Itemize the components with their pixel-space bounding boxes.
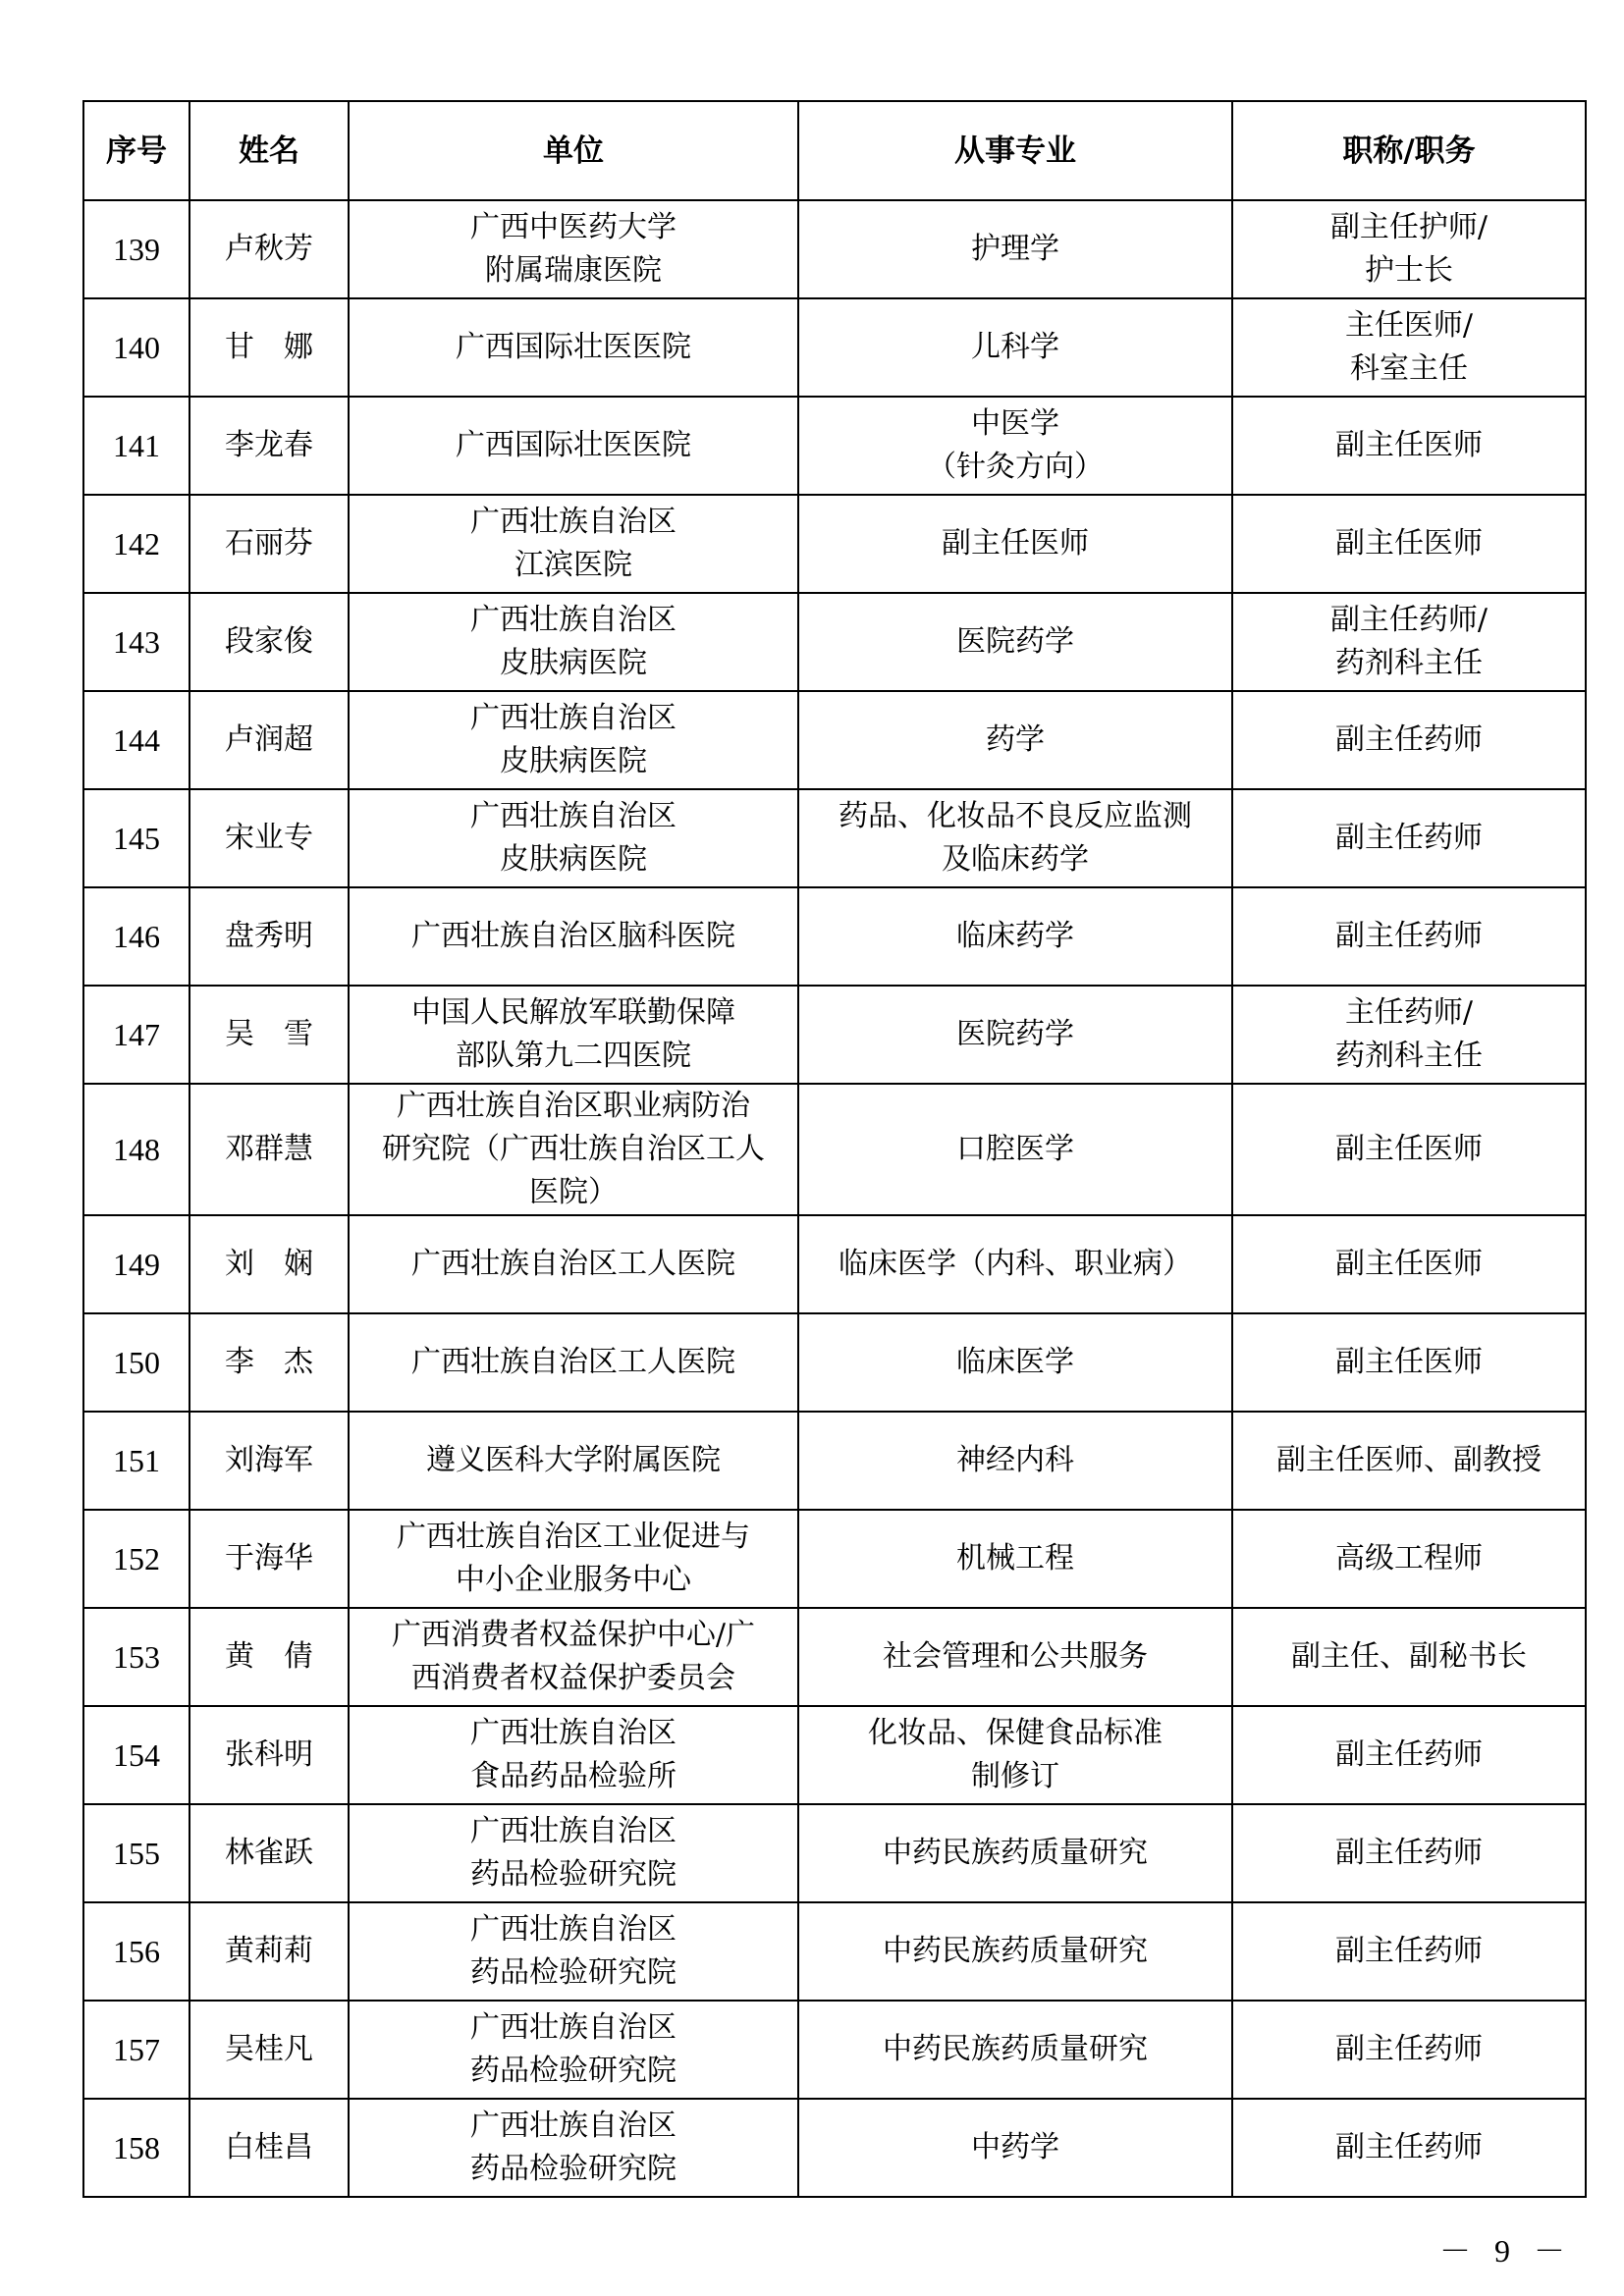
cell-seq-text: 146 bbox=[113, 919, 160, 954]
cell-major-line: 临床医学 bbox=[956, 1345, 1074, 1379]
cell-seq bbox=[83, 397, 189, 495]
cell-unit-line: 皮肤病医院 bbox=[500, 842, 647, 877]
header-name: 姓名 bbox=[189, 101, 349, 200]
table-row bbox=[83, 298, 1586, 397]
cell-title bbox=[1232, 593, 1586, 691]
cell-seq-text: 139 bbox=[113, 232, 160, 267]
cell-major-line: 社会管理和公共服务 bbox=[883, 1639, 1148, 1674]
cell-unit-line: 研究院（广西壮族自治区工人 bbox=[382, 1132, 765, 1166]
cell-unit-line: 广西壮族自治区 bbox=[470, 1716, 677, 1750]
cell-seq bbox=[83, 298, 189, 397]
cell-major-line: 及临床药学 bbox=[942, 842, 1089, 877]
cell-unit bbox=[349, 1902, 798, 2001]
cell-major-line: 中医学 bbox=[971, 406, 1059, 441]
cell-major bbox=[798, 789, 1232, 887]
cell-name bbox=[189, 1412, 349, 1510]
cell-major-line: 药学 bbox=[986, 722, 1045, 757]
cell-name bbox=[189, 1215, 349, 1313]
cell-major-line: 中药学 bbox=[971, 2130, 1059, 2164]
cell-seq-text: 144 bbox=[113, 722, 160, 758]
cell-seq-text: 155 bbox=[113, 1836, 160, 1871]
cell-unit-line: 药品检验研究院 bbox=[470, 2054, 677, 2088]
cell-unit-line: 广西壮族自治区 bbox=[470, 2010, 677, 2045]
cell-unit-line: 广西国际壮医医院 bbox=[456, 330, 691, 364]
cell-unit-line: 广西壮族自治区 bbox=[470, 1912, 677, 1947]
cell-seq bbox=[83, 1608, 189, 1706]
cell-unit bbox=[349, 691, 798, 789]
cell-unit bbox=[349, 1215, 798, 1313]
cell-title-line: 副主任药师 bbox=[1335, 1836, 1483, 1870]
cell-name-text: 石丽芬 bbox=[225, 526, 313, 561]
cell-name bbox=[189, 397, 349, 495]
cell-major-line: 医院药学 bbox=[956, 624, 1074, 659]
cell-unit-line: 中国人民解放军联勤保障 bbox=[411, 995, 735, 1030]
cell-unit bbox=[349, 593, 798, 691]
cell-name-text: 盘秀明 bbox=[225, 919, 313, 953]
cell-title-line: 副主任药师 bbox=[1335, 1737, 1483, 1772]
cell-major-line: 副主任医师 bbox=[942, 526, 1089, 561]
cell-unit-line: 附属瑞康医院 bbox=[485, 253, 662, 288]
cell-name-text: 吴桂凡 bbox=[225, 2032, 313, 2066]
cell-seq-text: 142 bbox=[113, 526, 160, 561]
cell-title bbox=[1232, 200, 1586, 298]
cell-major bbox=[798, 298, 1232, 397]
cell-unit bbox=[349, 986, 798, 1084]
cell-unit bbox=[349, 1608, 798, 1706]
cell-seq-text: 153 bbox=[113, 1639, 160, 1675]
cell-unit-line: 广西壮族自治区 bbox=[470, 701, 677, 735]
header-unit: 单位 bbox=[349, 101, 798, 200]
cell-major bbox=[798, 1313, 1232, 1412]
cell-unit-line: 皮肤病医院 bbox=[500, 744, 647, 778]
cell-title-line: 副主任医师 bbox=[1335, 1132, 1483, 1166]
cell-name-text: 邓群慧 bbox=[225, 1132, 313, 1166]
cell-name-text: 段家俊 bbox=[225, 624, 313, 659]
cell-title-line: 副主任药师 bbox=[1335, 2032, 1483, 2066]
cell-unit bbox=[349, 1510, 798, 1608]
cell-unit-line: 药品检验研究院 bbox=[470, 2152, 677, 2186]
cell-seq bbox=[83, 1412, 189, 1510]
cell-seq bbox=[83, 986, 189, 1084]
cell-unit bbox=[349, 1313, 798, 1412]
cell-seq-text: 143 bbox=[113, 624, 160, 660]
cell-title bbox=[1232, 986, 1586, 1084]
cell-unit bbox=[349, 2099, 798, 2197]
cell-major bbox=[798, 986, 1232, 1084]
cell-major bbox=[798, 495, 1232, 593]
cell-name-text: 李 杰 bbox=[225, 1345, 313, 1379]
table-row bbox=[83, 593, 1586, 691]
cell-seq bbox=[83, 1706, 189, 1804]
cell-title bbox=[1232, 495, 1586, 593]
cell-major bbox=[798, 593, 1232, 691]
cell-major-line: 中药民族药质量研究 bbox=[883, 1836, 1148, 1870]
table-row bbox=[83, 1706, 1586, 1804]
cell-name bbox=[189, 887, 349, 986]
cell-title-line: 主任医师/ bbox=[1344, 308, 1474, 343]
cell-seq-text: 157 bbox=[113, 2032, 160, 2067]
cell-unit bbox=[349, 200, 798, 298]
cell-seq-text: 152 bbox=[113, 1541, 160, 1576]
cell-major bbox=[798, 397, 1232, 495]
cell-title-line: 副主任医师 bbox=[1335, 526, 1483, 561]
cell-seq bbox=[83, 593, 189, 691]
cell-title bbox=[1232, 789, 1586, 887]
cell-title-line: 药剂科主任 bbox=[1335, 1039, 1483, 1073]
cell-name bbox=[189, 200, 349, 298]
cell-title bbox=[1232, 1608, 1586, 1706]
cell-unit bbox=[349, 789, 798, 887]
cell-name-text: 于海华 bbox=[225, 1541, 313, 1575]
cell-major-line: 化妆品、保健食品标准 bbox=[868, 1716, 1163, 1750]
cell-major bbox=[798, 1084, 1232, 1215]
cell-title-line: 副主任药师 bbox=[1335, 722, 1483, 757]
cell-seq bbox=[83, 789, 189, 887]
cell-name-text: 黄莉莉 bbox=[225, 1934, 313, 1968]
cell-name bbox=[189, 1706, 349, 1804]
cell-major bbox=[798, 887, 1232, 986]
cell-unit-line: 广西壮族自治区 bbox=[470, 2109, 677, 2143]
cell-title-line: 副主任药师 bbox=[1335, 1934, 1483, 1968]
cell-seq-text: 147 bbox=[113, 1017, 160, 1052]
cell-seq bbox=[83, 1804, 189, 1902]
cell-title-line: 副主任护师/ bbox=[1329, 210, 1489, 244]
cell-unit-line: 广西消费者权益保护中心/广 bbox=[391, 1618, 756, 1652]
cell-name bbox=[189, 986, 349, 1084]
cell-name-text: 卢润超 bbox=[225, 722, 313, 757]
cell-title bbox=[1232, 1510, 1586, 1608]
cell-seq bbox=[83, 1510, 189, 1608]
cell-name-text: 李龙春 bbox=[225, 428, 313, 462]
cell-seq-text: 154 bbox=[113, 1737, 160, 1773]
cell-unit-line: 广西壮族自治区工业促进与 bbox=[397, 1520, 750, 1554]
cell-major bbox=[798, 691, 1232, 789]
cell-seq-text: 156 bbox=[113, 1934, 160, 1969]
table-row bbox=[83, 200, 1586, 298]
cell-title bbox=[1232, 1706, 1586, 1804]
cell-unit-line: 广西壮族自治区 bbox=[470, 1814, 677, 1848]
cell-unit-line: 广西壮族自治区 bbox=[470, 799, 677, 833]
cell-seq-text: 148 bbox=[113, 1132, 160, 1167]
cell-seq bbox=[83, 887, 189, 986]
cell-title bbox=[1232, 1215, 1586, 1313]
cell-unit-line: 食品药品检验所 bbox=[470, 1759, 677, 1793]
cell-title-line: 主任药师/ bbox=[1344, 995, 1474, 1030]
cell-unit-line: 广西壮族自治区 bbox=[470, 505, 677, 539]
cell-name bbox=[189, 1608, 349, 1706]
cell-seq bbox=[83, 2099, 189, 2197]
cell-unit-line: 部队第九二四医院 bbox=[456, 1039, 691, 1073]
cell-seq-text: 158 bbox=[113, 2130, 160, 2165]
table-row bbox=[83, 1608, 1586, 1706]
cell-major-line: 医院药学 bbox=[956, 1017, 1074, 1051]
cell-unit-line: 药品检验研究院 bbox=[470, 1955, 677, 1990]
cell-name bbox=[189, 691, 349, 789]
cell-seq-text: 145 bbox=[113, 821, 160, 856]
cell-name bbox=[189, 298, 349, 397]
cell-name bbox=[189, 593, 349, 691]
cell-seq bbox=[83, 495, 189, 593]
cell-name-text: 吴 雪 bbox=[225, 1017, 313, 1051]
cell-unit bbox=[349, 887, 798, 986]
cell-seq bbox=[83, 691, 189, 789]
cell-title bbox=[1232, 2001, 1586, 2099]
cell-unit-line: 药品检验研究院 bbox=[470, 1857, 677, 1892]
cell-title bbox=[1232, 1412, 1586, 1510]
cell-name bbox=[189, 1804, 349, 1902]
cell-seq bbox=[83, 1215, 189, 1313]
cell-unit bbox=[349, 1706, 798, 1804]
cell-title bbox=[1232, 1902, 1586, 2001]
cell-seq bbox=[83, 200, 189, 298]
cell-name-text: 甘 娜 bbox=[225, 330, 313, 364]
table-row bbox=[83, 1902, 1586, 2001]
cell-title-line: 副主任医师 bbox=[1335, 1345, 1483, 1379]
cell-major-line: 药品、化妆品不良反应监测 bbox=[839, 799, 1192, 833]
table-row bbox=[83, 986, 1586, 1084]
cell-major-line: 神经内科 bbox=[956, 1443, 1074, 1477]
cell-name-text: 刘海军 bbox=[225, 1443, 313, 1477]
cell-unit-line: 广西中医药大学 bbox=[470, 210, 677, 244]
table-row bbox=[83, 1510, 1586, 1608]
cell-title-line: 副主任、副秘书长 bbox=[1291, 1639, 1527, 1674]
cell-title bbox=[1232, 887, 1586, 986]
table-row bbox=[83, 2099, 1586, 2197]
table-row bbox=[83, 397, 1586, 495]
cell-name bbox=[189, 789, 349, 887]
cell-title-line: 副主任药师 bbox=[1335, 2130, 1483, 2164]
cell-unit bbox=[349, 495, 798, 593]
cell-unit-line: 医院） bbox=[529, 1175, 618, 1209]
cell-unit-line: 中小企业服务中心 bbox=[456, 1563, 691, 1597]
table-header-row bbox=[83, 101, 1586, 200]
cell-name bbox=[189, 495, 349, 593]
cell-title bbox=[1232, 1804, 1586, 1902]
cell-title bbox=[1232, 397, 1586, 495]
cell-title-line: 副主任医师 bbox=[1335, 1247, 1483, 1281]
cell-name-text: 林雀跃 bbox=[225, 1836, 313, 1870]
cell-major bbox=[798, 1902, 1232, 2001]
cell-name bbox=[189, 1510, 349, 1608]
cell-unit-line: 西消费者权益保护委员会 bbox=[411, 1661, 735, 1695]
expert-roster-table bbox=[82, 100, 1587, 2198]
cell-seq bbox=[83, 2001, 189, 2099]
cell-title-line: 药剂科主任 bbox=[1335, 646, 1483, 680]
cell-name-text: 卢秋芳 bbox=[225, 232, 313, 266]
table-row bbox=[83, 1412, 1586, 1510]
cell-name bbox=[189, 2001, 349, 2099]
table-row bbox=[83, 691, 1586, 789]
cell-unit bbox=[349, 1084, 798, 1215]
page-number: － 9 － bbox=[1439, 2233, 1574, 2269]
cell-unit-line: 广西壮族自治区职业病防治 bbox=[397, 1089, 750, 1123]
cell-major-line: 儿科学 bbox=[971, 330, 1059, 364]
cell-name-text: 宋业专 bbox=[225, 821, 313, 855]
cell-unit bbox=[349, 2001, 798, 2099]
cell-unit-line: 江滨医院 bbox=[514, 548, 632, 582]
table-row bbox=[83, 2001, 1586, 2099]
table-row bbox=[83, 1215, 1586, 1313]
table-row bbox=[83, 789, 1586, 887]
table-row bbox=[83, 887, 1586, 986]
cell-title-line: 副主任药师/ bbox=[1329, 603, 1489, 637]
cell-name-text: 黄 倩 bbox=[225, 1639, 313, 1674]
cell-major bbox=[798, 1412, 1232, 1510]
cell-unit-line: 皮肤病医院 bbox=[500, 646, 647, 680]
table-row bbox=[83, 1804, 1586, 1902]
cell-unit bbox=[349, 397, 798, 495]
table-row bbox=[83, 1313, 1586, 1412]
cell-title bbox=[1232, 298, 1586, 397]
cell-title bbox=[1232, 1313, 1586, 1412]
cell-seq-text: 150 bbox=[113, 1345, 160, 1380]
cell-name-text: 张科明 bbox=[225, 1737, 313, 1772]
cell-major bbox=[798, 2001, 1232, 2099]
cell-title-line: 护士长 bbox=[1365, 253, 1453, 288]
cell-title-line: 高级工程师 bbox=[1335, 1541, 1483, 1575]
cell-major bbox=[798, 1608, 1232, 1706]
cell-name-text: 白桂昌 bbox=[225, 2130, 313, 2164]
cell-name bbox=[189, 1902, 349, 2001]
cell-major-line: 护理学 bbox=[971, 232, 1059, 266]
cell-seq-text: 151 bbox=[113, 1443, 160, 1478]
cell-title-line: 副主任药师 bbox=[1335, 919, 1483, 953]
cell-major-line: 口腔医学 bbox=[956, 1132, 1074, 1166]
header-major: 从事专业 bbox=[798, 101, 1232, 200]
cell-unit bbox=[349, 1412, 798, 1510]
cell-major bbox=[798, 2099, 1232, 2197]
header-title: 职称/职务 bbox=[1232, 101, 1586, 200]
cell-name-text: 刘 娴 bbox=[225, 1247, 313, 1281]
cell-major-line: 机械工程 bbox=[956, 1541, 1074, 1575]
cell-major bbox=[798, 1804, 1232, 1902]
cell-seq-text: 141 bbox=[113, 428, 160, 463]
cell-seq-text: 149 bbox=[113, 1247, 160, 1282]
cell-major-line: 中药民族药质量研究 bbox=[883, 1934, 1148, 1968]
cell-title bbox=[1232, 691, 1586, 789]
cell-title bbox=[1232, 2099, 1586, 2197]
cell-name bbox=[189, 1084, 349, 1215]
cell-unit bbox=[349, 298, 798, 397]
cell-unit-line: 广西壮族自治区工人医院 bbox=[411, 1345, 735, 1379]
cell-major bbox=[798, 1510, 1232, 1608]
cell-unit-line: 广西壮族自治区工人医院 bbox=[411, 1247, 735, 1281]
cell-title-line: 副主任药师 bbox=[1335, 821, 1483, 855]
cell-major bbox=[798, 200, 1232, 298]
cell-major-line: 临床药学 bbox=[956, 919, 1074, 953]
table-row bbox=[83, 495, 1586, 593]
header-seq: 序号 bbox=[83, 101, 189, 200]
cell-name bbox=[189, 2099, 349, 2197]
cell-major-line: 中药民族药质量研究 bbox=[883, 2032, 1148, 2066]
cell-major-line: （针灸方向） bbox=[927, 450, 1104, 484]
table-body bbox=[83, 200, 1586, 2197]
cell-seq bbox=[83, 1313, 189, 1412]
cell-seq-text: 140 bbox=[113, 330, 160, 365]
cell-major-line: 临床医学（内科、职业病） bbox=[839, 1247, 1192, 1281]
cell-seq bbox=[83, 1902, 189, 2001]
cell-unit bbox=[349, 1804, 798, 1902]
cell-seq bbox=[83, 1084, 189, 1215]
table-row bbox=[83, 1084, 1586, 1215]
cell-unit-line: 广西壮族自治区脑科医院 bbox=[411, 919, 735, 953]
cell-unit-line: 广西壮族自治区 bbox=[470, 603, 677, 637]
cell-title-line: 副主任医师 bbox=[1335, 428, 1483, 462]
cell-title-line: 科室主任 bbox=[1350, 351, 1468, 386]
cell-unit-line: 广西国际壮医医院 bbox=[456, 428, 691, 462]
cell-major-line: 制修订 bbox=[971, 1759, 1059, 1793]
cell-major bbox=[798, 1215, 1232, 1313]
cell-name bbox=[189, 1313, 349, 1412]
cell-major bbox=[798, 1706, 1232, 1804]
cell-unit-line: 遵义医科大学附属医院 bbox=[426, 1443, 721, 1477]
cell-title bbox=[1232, 1084, 1586, 1215]
cell-title-line: 副主任医师、副教授 bbox=[1276, 1443, 1542, 1477]
